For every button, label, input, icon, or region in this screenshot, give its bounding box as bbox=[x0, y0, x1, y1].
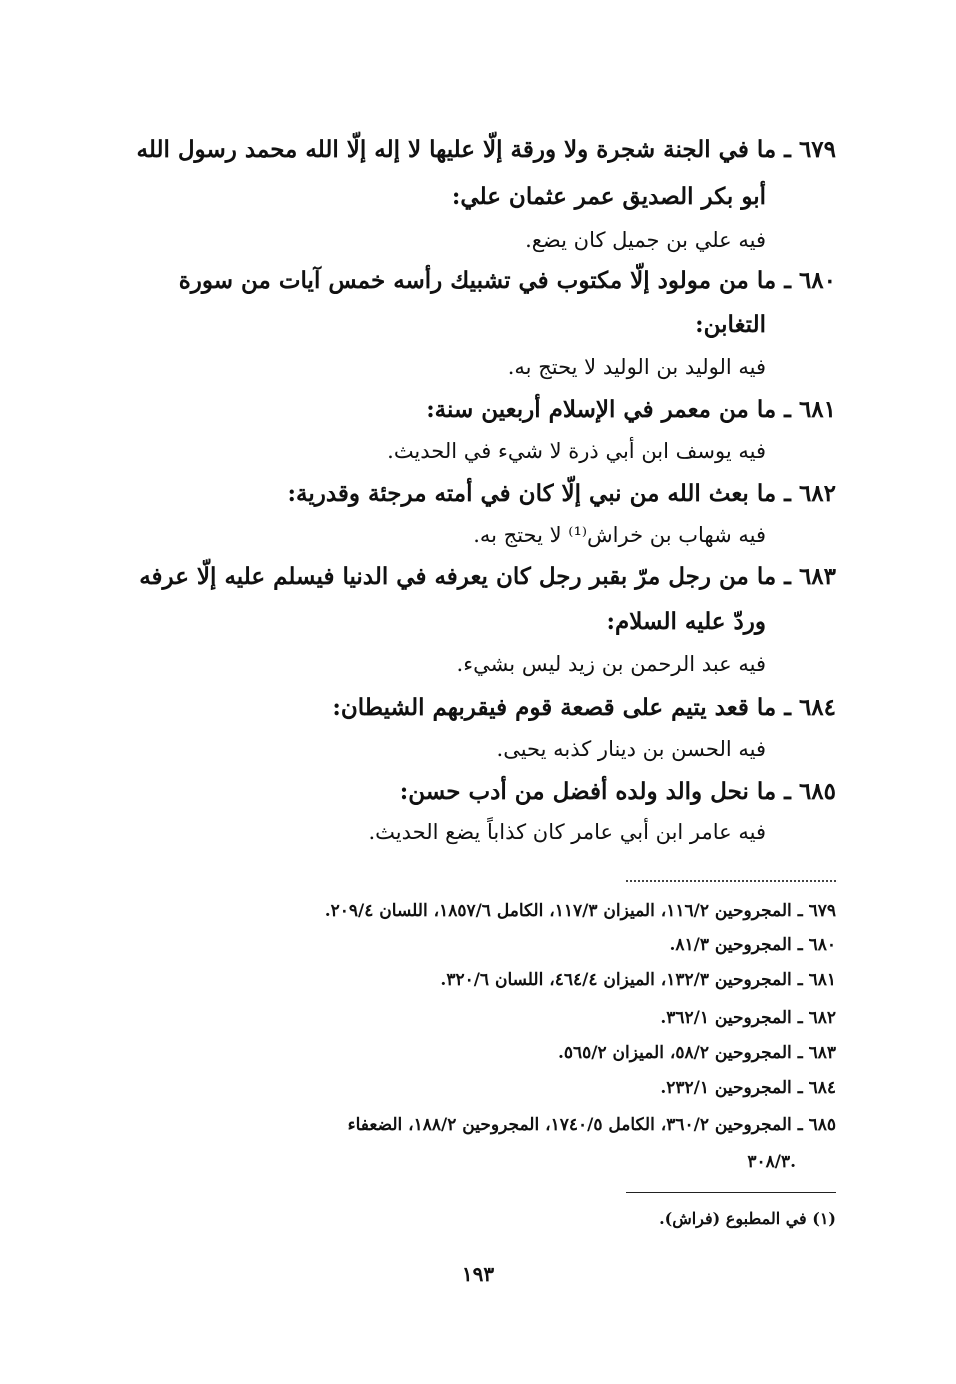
entry-685-note: فيه عامر ابن أبي عامر كان كذاباً يضع الحديث. bbox=[368, 820, 766, 844]
entry-683-note: فيه عبد الرحمن بن زيد ليس بشيء. bbox=[456, 652, 766, 676]
entry-682-text: ٦٨٢ ـ ما بعث الله من نبي إلّا كان في أمته مرجئة وقدرية: bbox=[287, 480, 836, 507]
entry-683-text: ٦٨٣ ـ ما من رجل مرّ بقبر رجل كان يعرفه في الدنيا فيسلم عليه إلّا عرفه bbox=[139, 563, 836, 590]
reference-685: ٦٨٥ ـ المجروحين ٣٦٠/٢، الكامل ١٧٤٠/٥، المجروحين ١٨٨/٢، الضعفاء bbox=[347, 1115, 836, 1135]
reference-679: ٦٧٩ ـ المجروحين ١١٦/٢، الميزان ١١٧/٣، الكامل ١٨٥٧/٦، اللسان ٢٠٩/٤. bbox=[324, 901, 836, 921]
entry-679-text: ٦٧٩ ـ ما في الجنة شجرة ولا ورقة إلّا عليها لا إله إلّا الله محمد رسول الله bbox=[136, 136, 836, 163]
entry-681-note: فيه يوسف ابن أبي ذرة لا شيء في الحديث. bbox=[387, 439, 766, 463]
footnote-rule bbox=[626, 1192, 836, 1193]
reference-684: ٦٨٤ ـ المجروحين ٢٣٢/١. bbox=[660, 1078, 836, 1098]
reference-683: ٦٨٣ ـ المجروحين ٥٨/٢، الميزان ٥٦٥/٢. bbox=[557, 1043, 836, 1063]
reference-680: ٦٨٠ ـ المجروحين ٨١/٣. bbox=[669, 935, 836, 955]
entry-684-text: ٦٨٤ ـ ما قعد يتيم على قصعة قوم فيقربهم الشيطان: bbox=[332, 694, 836, 721]
entry-679-note: فيه علي بن جميل كان يضع. bbox=[525, 228, 766, 252]
reference-685-cont: ٣٠٨/٣. bbox=[747, 1152, 796, 1172]
footnote: (١) في المطبوع (فراش). bbox=[659, 1209, 836, 1228]
entry-680-note: فيه الوليد بن الوليد لا يحتج به. bbox=[507, 355, 766, 379]
entry-681-text: ٦٨١ ـ ما من معمر في الإسلام أربعين سنة: bbox=[426, 396, 836, 423]
reference-681: ٦٨١ ـ المجروحين ١٣٢/٣، الميزان ٤٦٤/٤، اللسان ٣٢٠/٦. bbox=[440, 970, 836, 990]
references-separator bbox=[626, 880, 836, 882]
entry-684-note: فيه الحسن بن دينار كذبه يحيى. bbox=[496, 737, 766, 761]
entry-680-text: ٦٨٠ ـ ما من مولود إلّا مكتوب في تشبيك رأسه خمس آيات من سورة bbox=[178, 267, 836, 294]
entry-680-text-cont: التغابن: bbox=[695, 311, 766, 338]
entry-679-text-cont: أبو بكر الصديق عمر عثمان علي: bbox=[451, 183, 766, 210]
entry-682-note: فيه شهاب بن خراش⁽¹⁾ لا يحتج به. bbox=[473, 523, 766, 547]
entry-683-text-cont: وردّ عليه السلام: bbox=[606, 608, 766, 635]
entry-685-text: ٦٨٥ ـ ما نحل والد ولده أفضل من أدب حسن: bbox=[399, 778, 836, 805]
page-number: ١٩٣ bbox=[461, 1262, 495, 1286]
reference-682: ٦٨٢ ـ المجروحين ٣٦٢/١. bbox=[660, 1008, 836, 1028]
